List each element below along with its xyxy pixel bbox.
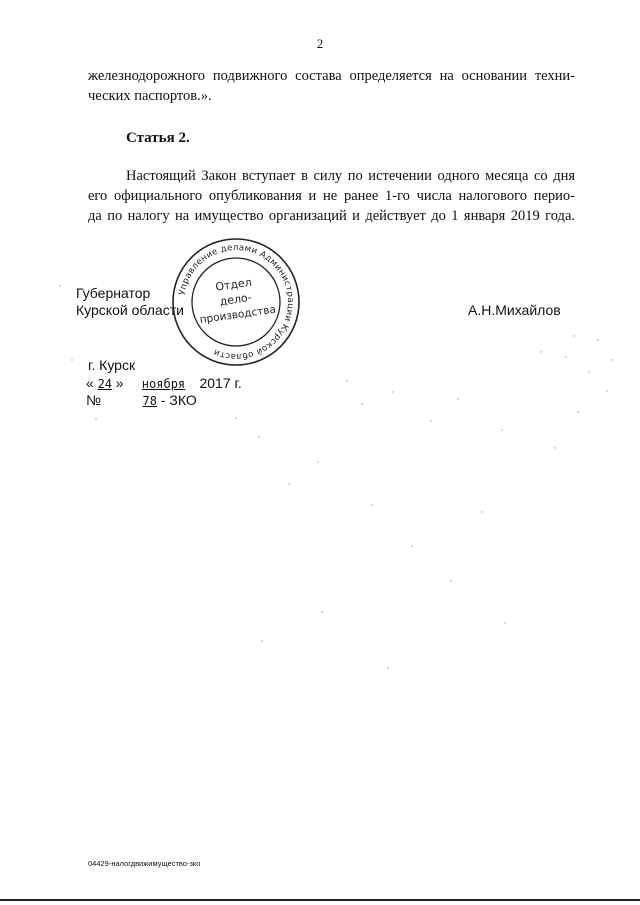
governor-title-line-1: Губернатор xyxy=(76,285,151,301)
page-number: 2 xyxy=(316,36,324,51)
stamp-ring-text: Управление делами Администрации Курской области xyxy=(177,242,296,362)
paragraph-1-line-1: железнодорожного подвижного состава определяется на основании техни- xyxy=(88,68,575,84)
number-sign: № xyxy=(86,392,102,408)
number-line xyxy=(86,392,197,408)
stamp-center-line-2: дело- xyxy=(218,290,253,309)
footer-file-name: 04429-налогдвижимущество-зко xyxy=(88,859,201,868)
governor-name: А.Н.Михайлов xyxy=(468,302,561,318)
governor-title-line-2: Курской области xyxy=(76,302,184,318)
paragraph-2-line-3: да по налогу на имущество организаций и действует до 1 января 2019 года. xyxy=(88,208,575,224)
stamp-center-line-3: производства xyxy=(198,303,277,327)
date-open-quote: « xyxy=(86,375,94,391)
paragraph-2-line-2: его официального опубликования и не ранее 1-го числа налогового перио- xyxy=(88,188,575,204)
date-day: 24 xyxy=(97,377,113,391)
date-line xyxy=(86,375,242,391)
paragraph-1-line-2: ческих паспортов.». xyxy=(88,88,212,104)
stamp-center-line-1: Отдел xyxy=(214,275,253,294)
office-stamp xyxy=(170,236,302,368)
article-heading: Статья 2. xyxy=(126,130,190,146)
date-close-quote: » xyxy=(115,375,124,391)
paragraph-2-line-1: Настоящий Закон вступает в силу по истечении одного месяца со дня xyxy=(126,168,575,184)
number-suffix: - ЗКО xyxy=(160,392,197,408)
bottom-edge-rule xyxy=(0,899,640,901)
date-year: 2017 г. xyxy=(199,375,242,391)
city: г. Курск xyxy=(88,357,136,373)
law-number: 78 xyxy=(142,394,157,408)
date-month: ноября xyxy=(141,377,186,391)
